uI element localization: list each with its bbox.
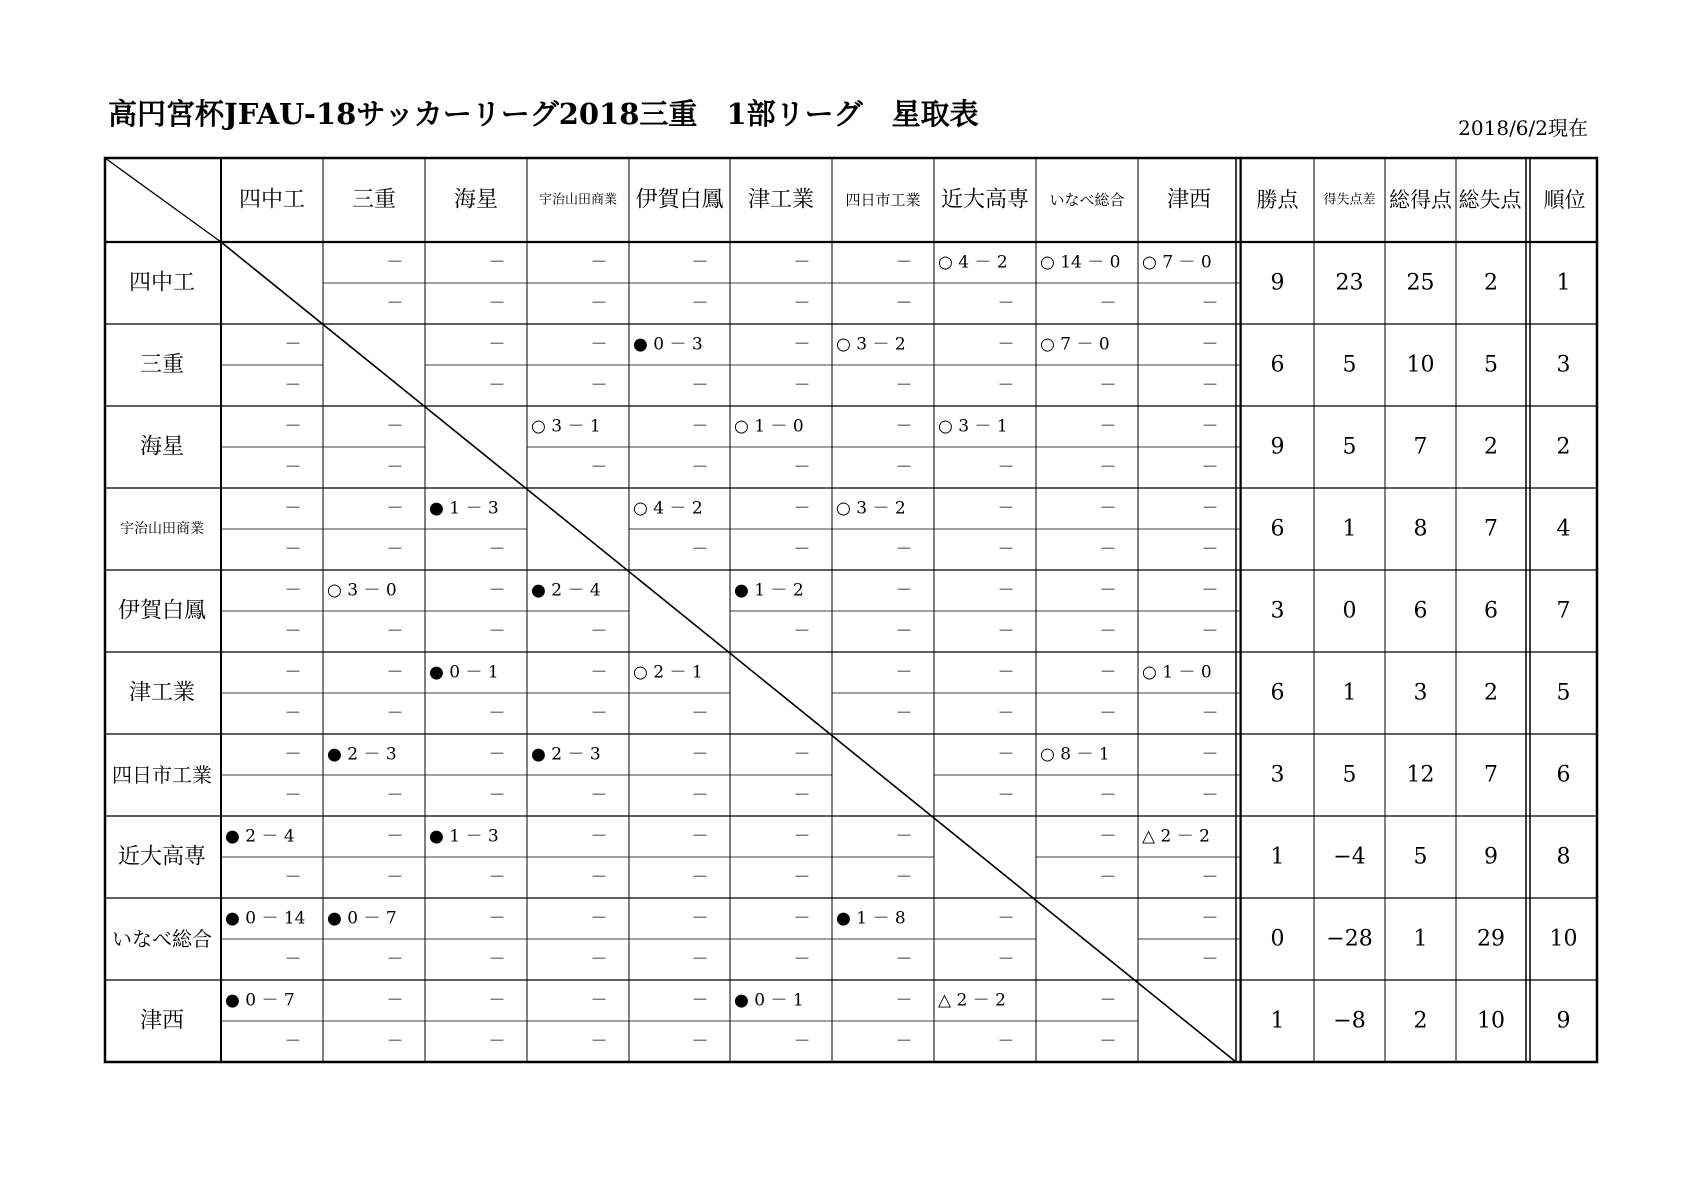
stat-value: 7 (1413, 434, 1428, 460)
column-header-team: 三重 (351, 187, 397, 213)
column-header-team: 近大高専 (940, 187, 1030, 213)
row-header-team: 宇治山田商業 (120, 521, 204, 537)
match-empty: － (1099, 457, 1117, 478)
match-empty: － (691, 990, 709, 1011)
stat-value: 5 (1342, 434, 1357, 460)
match-empty: － (895, 457, 913, 478)
match-empty: － (590, 1031, 608, 1052)
match-result: ● 2 － 3 (327, 744, 397, 765)
match-empty: － (1099, 580, 1117, 601)
match-empty: － (488, 334, 506, 355)
match-empty: － (590, 252, 608, 273)
stat-value: 5 (1342, 352, 1357, 378)
match-empty: － (1201, 539, 1219, 560)
stat-value: 2 (1484, 680, 1498, 706)
match-empty: － (386, 1031, 404, 1052)
match-empty: － (590, 949, 608, 970)
match-empty: － (793, 457, 811, 478)
match-empty: － (1099, 416, 1117, 437)
match-empty: － (488, 252, 506, 273)
column-header-team: 海星 (453, 187, 499, 213)
match-empty: － (1201, 785, 1219, 806)
match-empty: － (1201, 621, 1219, 642)
match-empty: － (895, 1031, 913, 1052)
match-empty: － (793, 334, 811, 355)
stat-value: 5 (1484, 352, 1498, 378)
stat-value: 3 (1270, 762, 1285, 788)
match-empty: － (284, 457, 302, 478)
stat-value: 7 (1484, 762, 1498, 788)
row-header-team: 海星 (139, 434, 185, 460)
stat-value: 23 (1335, 270, 1364, 296)
stat-value: 8 (1413, 516, 1428, 542)
row-header-team: 近大高専 (117, 844, 207, 870)
match-empty: － (1099, 867, 1117, 888)
match-empty: － (284, 785, 302, 806)
match-empty: － (1201, 580, 1219, 601)
match-empty: － (691, 539, 709, 560)
match-result: ○ 3 － 2 (836, 498, 906, 519)
column-header-team: 津西 (1166, 187, 1212, 213)
match-empty: － (793, 293, 811, 314)
row-header-team: 津西 (139, 1008, 185, 1034)
match-empty: － (488, 867, 506, 888)
match-empty: － (1099, 293, 1117, 314)
match-empty: － (1099, 826, 1117, 847)
match-result: ● 1 － 8 (836, 908, 906, 929)
match-empty: － (691, 1031, 709, 1052)
match-empty: － (691, 744, 709, 765)
stat-value: 2 (1413, 1008, 1428, 1034)
match-empty: － (895, 252, 913, 273)
match-empty: － (1099, 498, 1117, 519)
match-result: ○ 3 － 0 (327, 580, 397, 601)
match-result: ○ 3 － 1 (938, 416, 1008, 437)
match-empty: － (1201, 498, 1219, 519)
match-empty: － (590, 826, 608, 847)
match-empty: － (997, 662, 1015, 683)
row-header-team: いなべ総合 (112, 927, 212, 951)
match-empty: － (386, 293, 404, 314)
column-header-team: 津工業 (747, 187, 815, 213)
row-header-team: 三重 (139, 352, 185, 378)
stat-value: 3 (1556, 352, 1571, 378)
stat-value: 25 (1406, 270, 1435, 296)
match-empty: － (1201, 703, 1219, 724)
stat-value: 10 (1406, 352, 1435, 378)
match-empty: － (997, 498, 1015, 519)
column-header-stat: 総得点 (1389, 188, 1452, 212)
stat-value: 8 (1556, 844, 1571, 870)
match-empty: － (793, 252, 811, 273)
match-empty: － (488, 908, 506, 929)
match-empty: － (997, 334, 1015, 355)
stat-value: 1 (1413, 926, 1428, 952)
match-empty: － (386, 826, 404, 847)
stat-value: 6 (1484, 598, 1498, 624)
column-header-stat: 総失点 (1458, 188, 1522, 212)
match-empty: － (386, 416, 404, 437)
match-empty: － (997, 908, 1015, 929)
match-empty: － (793, 539, 811, 560)
match-empty: － (1099, 990, 1117, 1011)
match-empty: － (793, 908, 811, 929)
match-empty: － (1201, 293, 1219, 314)
stat-value: 1 (1270, 1008, 1285, 1034)
match-empty: － (284, 1031, 302, 1052)
match-empty: － (997, 457, 1015, 478)
match-result: ● 2 － 3 (531, 744, 601, 765)
match-empty: － (895, 293, 913, 314)
match-empty: － (1099, 703, 1117, 724)
match-empty: － (284, 580, 302, 601)
match-empty: － (895, 539, 913, 560)
match-empty: － (488, 990, 506, 1011)
match-result: ○ 4 － 2 (938, 252, 1008, 273)
match-empty: － (793, 498, 811, 519)
match-result: △ 2 － 2 (1142, 826, 1210, 847)
stat-value: 0 (1270, 926, 1285, 952)
match-result: ○ 8 － 1 (1040, 744, 1110, 765)
match-empty: － (1201, 908, 1219, 929)
match-empty: － (1201, 375, 1219, 396)
match-empty: － (1099, 662, 1117, 683)
stat-value: 3 (1270, 598, 1285, 624)
column-header-team: 宇治山田商業 (538, 192, 618, 208)
match-empty: － (284, 539, 302, 560)
match-empty: － (386, 621, 404, 642)
stat-value: 29 (1477, 926, 1505, 952)
match-result: ○ 1 － 0 (1142, 662, 1212, 683)
match-empty: － (386, 990, 404, 1011)
match-empty: － (284, 334, 302, 355)
match-empty: － (997, 744, 1015, 765)
match-empty: － (895, 826, 913, 847)
match-empty: － (488, 744, 506, 765)
match-empty: － (691, 375, 709, 396)
match-result: ● 0 － 1 (734, 990, 804, 1011)
match-empty: － (590, 621, 608, 642)
match-result: ● 0 － 3 (633, 334, 703, 355)
match-empty: － (590, 908, 608, 929)
match-empty: － (691, 908, 709, 929)
row-header-team: 四中工 (128, 270, 196, 296)
match-empty: － (590, 867, 608, 888)
match-empty: － (691, 252, 709, 273)
match-result: ● 0 － 1 (429, 662, 499, 683)
match-empty: － (1201, 867, 1219, 888)
row-header-team: 伊賀白鳳 (117, 598, 207, 624)
match-empty: － (997, 785, 1015, 806)
match-empty: － (284, 662, 302, 683)
match-empty: － (284, 703, 302, 724)
match-result: ● 0 － 7 (225, 990, 295, 1011)
row-header-team: 四日市工業 (112, 763, 212, 787)
match-result: ● 0 － 7 (327, 908, 397, 929)
match-empty: － (386, 949, 404, 970)
match-empty: － (793, 949, 811, 970)
page-title: 高円宮杯JFAU-18サッカーリーグ2018三重 1部リーグ 星取表 (108, 97, 979, 131)
match-empty: － (997, 949, 1015, 970)
match-empty: － (488, 539, 506, 560)
stat-value: 9 (1270, 434, 1285, 460)
match-empty: － (386, 703, 404, 724)
match-empty: － (386, 252, 404, 273)
match-empty: － (895, 375, 913, 396)
match-empty: － (488, 703, 506, 724)
stat-value: 6 (1270, 516, 1285, 542)
match-empty: － (997, 580, 1015, 601)
match-empty: － (793, 867, 811, 888)
match-empty: － (590, 703, 608, 724)
match-empty: － (997, 1031, 1015, 1052)
match-empty: － (488, 1031, 506, 1052)
match-empty: － (895, 662, 913, 683)
match-empty: － (386, 457, 404, 478)
match-result: ○ 3 － 2 (836, 334, 906, 355)
match-result: ● 1 － 2 (734, 580, 804, 601)
match-empty: － (793, 785, 811, 806)
match-empty: － (997, 703, 1015, 724)
stat-value: 7 (1484, 516, 1498, 542)
match-empty: － (590, 293, 608, 314)
column-header-team: 四日市工業 (845, 191, 921, 209)
match-empty: － (997, 375, 1015, 396)
stat-value: 9 (1484, 844, 1498, 870)
match-empty: － (691, 867, 709, 888)
match-result: ● 1 － 3 (429, 826, 499, 847)
match-empty: － (1099, 621, 1117, 642)
stat-value: 1 (1556, 270, 1571, 296)
stat-value: 4 (1556, 516, 1571, 542)
match-empty: － (590, 785, 608, 806)
stat-value: 10 (1477, 1008, 1505, 1034)
match-empty: － (1099, 539, 1117, 560)
match-empty: － (1099, 375, 1117, 396)
match-empty: － (691, 785, 709, 806)
match-empty: － (488, 621, 506, 642)
match-empty: － (691, 293, 709, 314)
match-empty: － (1201, 744, 1219, 765)
match-empty: － (1201, 334, 1219, 355)
match-empty: － (895, 621, 913, 642)
stat-value: 5 (1342, 762, 1357, 788)
match-empty: － (590, 457, 608, 478)
stat-value: 10 (1549, 926, 1578, 952)
match-empty: － (488, 375, 506, 396)
match-empty: － (793, 826, 811, 847)
match-empty: － (793, 375, 811, 396)
column-header-team: 伊賀白鳳 (635, 187, 724, 213)
match-empty: － (793, 744, 811, 765)
match-empty: － (997, 293, 1015, 314)
match-empty: － (488, 785, 506, 806)
match-empty: － (284, 744, 302, 765)
match-empty: － (284, 416, 302, 437)
match-empty: － (590, 662, 608, 683)
match-result: ● 1 － 3 (429, 498, 499, 519)
stat-value: −4 (1333, 844, 1366, 870)
match-empty: － (895, 990, 913, 1011)
match-empty: － (1099, 1031, 1117, 1052)
match-empty: － (1201, 457, 1219, 478)
match-empty: － (691, 457, 709, 478)
match-result: ○ 3 － 1 (531, 416, 601, 437)
match-empty: － (691, 826, 709, 847)
as-of-date: 2018/6/2現在 (1458, 116, 1588, 140)
stat-value: 6 (1556, 762, 1571, 788)
match-empty: － (386, 662, 404, 683)
stat-value: 9 (1270, 270, 1285, 296)
stat-value: 2 (1484, 270, 1498, 296)
stat-value: 5 (1413, 844, 1428, 870)
match-empty: － (386, 539, 404, 560)
match-empty: － (691, 416, 709, 437)
column-header-stat: 得失点差 (1323, 192, 1376, 208)
match-empty: － (691, 949, 709, 970)
match-empty: － (386, 867, 404, 888)
match-result: ● 2 － 4 (531, 580, 601, 601)
match-empty: － (895, 580, 913, 601)
match-empty: － (488, 293, 506, 314)
match-result: ○ 4 － 2 (633, 498, 703, 519)
stat-value: −8 (1333, 1008, 1366, 1034)
stat-value: 3 (1413, 680, 1428, 706)
match-empty: － (1201, 949, 1219, 970)
stat-value: 1 (1342, 516, 1357, 542)
match-empty: － (386, 785, 404, 806)
column-header-stat: 勝点 (1256, 188, 1299, 212)
stat-value: −28 (1326, 926, 1373, 952)
match-result: ○ 14 － 0 (1040, 252, 1121, 273)
match-empty: － (895, 703, 913, 724)
stat-value: 2 (1484, 434, 1498, 460)
match-empty: － (1099, 785, 1117, 806)
stat-value: 1 (1342, 680, 1357, 706)
corner-diagonal (105, 158, 221, 242)
match-empty: － (386, 498, 404, 519)
stat-value: 1 (1270, 844, 1285, 870)
match-empty: － (895, 949, 913, 970)
match-empty: － (590, 334, 608, 355)
row-header-team: 津工業 (128, 680, 196, 706)
match-empty: － (691, 703, 709, 724)
match-empty: － (793, 621, 811, 642)
match-empty: － (488, 949, 506, 970)
match-empty: － (997, 621, 1015, 642)
match-result: ○ 2 － 1 (633, 662, 703, 683)
match-empty: － (793, 1031, 811, 1052)
stat-value: 5 (1556, 680, 1571, 706)
match-result: ● 0 － 14 (225, 908, 306, 929)
match-empty: － (895, 867, 913, 888)
stat-value: 6 (1270, 680, 1285, 706)
match-empty: － (590, 990, 608, 1011)
stat-value: 2 (1556, 434, 1571, 460)
match-empty: － (284, 375, 302, 396)
match-empty: － (590, 375, 608, 396)
match-empty: － (488, 580, 506, 601)
match-result: ● 2 － 4 (225, 826, 295, 847)
match-empty: － (284, 867, 302, 888)
match-empty: － (284, 498, 302, 519)
match-empty: － (895, 416, 913, 437)
stat-value: 7 (1556, 598, 1571, 624)
match-empty: － (1201, 416, 1219, 437)
stat-value: 0 (1342, 598, 1357, 624)
stat-value: 6 (1413, 598, 1428, 624)
match-result: ○ 7 － 0 (1040, 334, 1110, 355)
stat-value: 9 (1556, 1008, 1571, 1034)
match-result: ○ 1 － 0 (734, 416, 804, 437)
match-result: ○ 7 － 0 (1142, 252, 1212, 273)
column-header-stat: 順位 (1543, 188, 1586, 212)
match-result: △ 2 － 2 (938, 990, 1006, 1011)
match-empty: － (284, 621, 302, 642)
column-header-team: いなべ総合 (1049, 191, 1125, 209)
match-empty: － (284, 949, 302, 970)
stat-value: 12 (1406, 762, 1435, 788)
match-empty: － (997, 539, 1015, 560)
column-header-team: 四中工 (238, 187, 306, 213)
stat-value: 6 (1270, 352, 1285, 378)
